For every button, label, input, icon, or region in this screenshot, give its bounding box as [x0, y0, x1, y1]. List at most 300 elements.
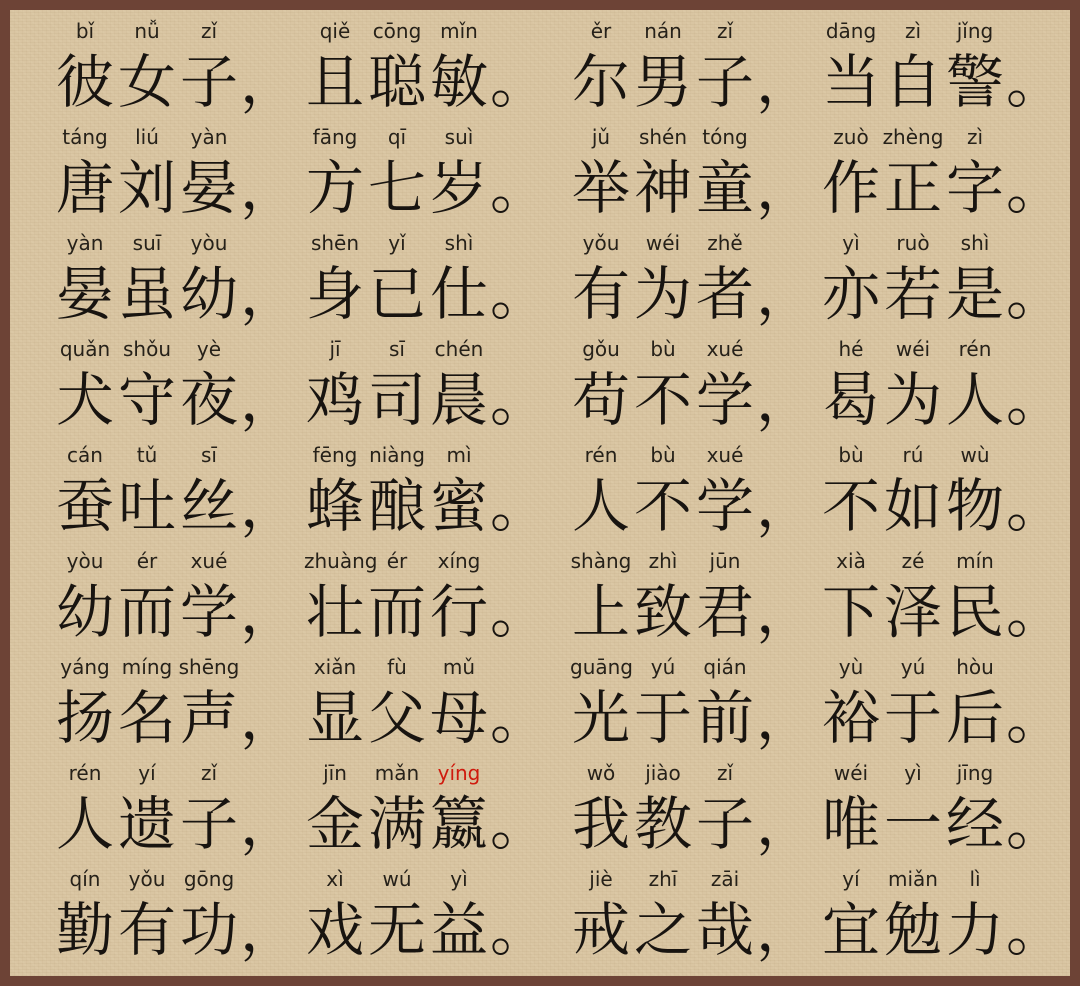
hanzi-character: 声 — [179, 684, 238, 752]
hanzi-character: 宜 — [821, 896, 880, 964]
pinyin-label: yáng — [60, 655, 110, 679]
hanzi-character: 前 — [695, 684, 754, 752]
pinyin-label: zǐ — [200, 761, 218, 785]
character-cell — [428, 654, 490, 756]
hanzi-character: 苟 — [571, 366, 630, 434]
pinyin-label: yì — [842, 231, 860, 255]
punctuation-glyph: ， — [240, 472, 299, 540]
hanzi-character: 裕 — [821, 684, 880, 752]
pinyin-label: qín — [69, 867, 101, 891]
pinyin-spacer — [490, 230, 524, 257]
pinyin-label: cán — [67, 443, 103, 467]
character-cell — [632, 760, 694, 862]
character-cell — [882, 654, 944, 756]
hanzi-character: 人 — [571, 472, 630, 540]
pinyin-label: bǐ — [75, 19, 95, 43]
comma-mark — [756, 230, 815, 332]
character-cell — [178, 230, 240, 332]
hanzi-character: 已 — [367, 260, 426, 328]
hanzi-character: 学 — [695, 366, 754, 434]
pinyin-label: suì — [444, 125, 474, 149]
character-cell — [694, 866, 756, 968]
punctuation-glyph: ， — [240, 48, 299, 116]
pinyin-spacer — [490, 124, 524, 151]
hanzi-character: 犬 — [55, 366, 114, 434]
comma-mark — [756, 336, 815, 438]
punctuation-glyph: ， — [240, 578, 299, 646]
punctuation-glyph: 。 — [1006, 790, 1065, 858]
comma-mark — [240, 760, 299, 862]
pinyin-label: fēng — [312, 443, 358, 467]
character-cell — [178, 548, 240, 650]
punctuation-glyph: 。 — [1006, 154, 1065, 222]
pinyin-label: jiè — [589, 867, 613, 891]
pinyin-label: tǔ — [136, 443, 158, 467]
punctuation-glyph: 。 — [490, 790, 549, 858]
phrase-group — [820, 18, 1065, 120]
hanzi-character: 扬 — [55, 684, 114, 752]
character-cell — [882, 336, 944, 438]
pinyin-label: gǒu — [582, 337, 620, 361]
character-cell — [820, 442, 882, 544]
character-cell — [304, 442, 366, 544]
phrase-group — [570, 760, 815, 862]
comma-mark — [756, 866, 815, 968]
punctuation-glyph: ， — [240, 260, 299, 328]
hanzi-character: 戒 — [571, 896, 630, 964]
hanzi-character: 籝 — [429, 790, 488, 858]
pinyin-label: yòu — [190, 231, 228, 255]
phrase-group — [570, 124, 815, 226]
pinyin-label: yú — [650, 655, 676, 679]
hanzi-character: 民 — [945, 578, 1004, 646]
pinyin-label: yàn — [190, 125, 228, 149]
character-cell — [570, 124, 632, 226]
punctuation-glyph: ， — [756, 260, 815, 328]
pinyin-label: wéi — [833, 761, 869, 785]
phrase-group — [304, 230, 549, 332]
punctuation-glyph: 。 — [490, 154, 549, 222]
pinyin-label: dāng — [825, 19, 877, 43]
character-cell — [882, 760, 944, 862]
character-cell — [304, 760, 366, 862]
pinyin-label: zé — [901, 549, 925, 573]
comma-mark — [756, 654, 815, 756]
pinyin-label: guāng — [570, 655, 633, 679]
character-cell — [632, 124, 694, 226]
character-cell — [428, 18, 490, 120]
pinyin-label: zì — [966, 125, 984, 149]
pinyin-label: tóng — [702, 125, 748, 149]
pinyin-label: qiě — [319, 19, 351, 43]
pinyin-label: shǒu — [122, 337, 171, 361]
character-cell — [820, 18, 882, 120]
character-cell — [694, 336, 756, 438]
pinyin-label: liú — [135, 125, 159, 149]
pinyin-label: shén — [638, 125, 688, 149]
pinyin-label: xué — [190, 549, 228, 573]
pinyin-label: míng — [121, 655, 173, 679]
character-cell — [694, 124, 756, 226]
character-cell — [116, 124, 178, 226]
pinyin-label: xiǎn — [313, 655, 357, 679]
period-mark — [490, 866, 549, 968]
character-cell — [882, 124, 944, 226]
character-cell — [116, 442, 178, 544]
phrase-group — [570, 230, 815, 332]
character-cell — [694, 442, 756, 544]
pinyin-label: sī — [201, 443, 217, 467]
character-cell — [366, 442, 428, 544]
pinyin-spacer — [1006, 336, 1040, 363]
character-cell — [694, 760, 756, 862]
punctuation-glyph: 。 — [1006, 48, 1065, 116]
character-cell — [366, 230, 428, 332]
hanzi-character: 我 — [571, 790, 630, 858]
pinyin-label: jī — [329, 337, 341, 361]
hanzi-character: 唯 — [821, 790, 880, 858]
pinyin-label: nǚ — [134, 19, 160, 43]
pinyin-label: wù — [960, 443, 990, 467]
phrase-group — [304, 548, 549, 650]
hanzi-character: 于 — [633, 684, 692, 752]
character-cell — [632, 230, 694, 332]
character-cell — [882, 548, 944, 650]
hanzi-character: 如 — [883, 472, 942, 540]
pinyin-label: hé — [838, 337, 864, 361]
hanzi-character: 晨 — [429, 366, 488, 434]
period-mark — [1006, 654, 1065, 756]
pinyin-label: lì — [969, 867, 981, 891]
phrase-group — [820, 866, 1065, 968]
pinyin-label: mǔ — [442, 655, 476, 679]
hanzi-character: 有 — [117, 896, 176, 964]
character-cell — [366, 760, 428, 862]
pinyin-spacer — [756, 866, 790, 893]
pinyin-spacer — [240, 442, 274, 469]
hanzi-character: 于 — [883, 684, 942, 752]
character-cell — [632, 654, 694, 756]
pinyin-label: yǐ — [388, 231, 406, 255]
pinyin-spacer — [756, 18, 790, 45]
comma-mark — [756, 124, 815, 226]
pinyin-spacer — [240, 336, 274, 363]
hanzi-character: 子 — [179, 790, 238, 858]
punctuation-glyph: ， — [756, 790, 815, 858]
hanzi-character: 彼 — [55, 48, 114, 116]
hanzi-character: 尔 — [571, 48, 630, 116]
hanzi-character: 且 — [305, 48, 364, 116]
character-cell — [304, 124, 366, 226]
phrase-group — [304, 124, 549, 226]
hanzi-character: 警 — [945, 48, 1004, 116]
pinyin-spacer — [1006, 442, 1040, 469]
character-cell — [944, 442, 1006, 544]
comma-mark — [240, 442, 299, 544]
phrase-group — [54, 760, 299, 862]
hanzi-character: 学 — [179, 578, 238, 646]
pinyin-spacer — [240, 124, 274, 151]
hanzi-character: 子 — [695, 48, 754, 116]
pinyin-label: ěr — [590, 19, 612, 43]
hanzi-character: 岁 — [429, 154, 488, 222]
pinyin-spacer — [756, 654, 790, 681]
pinyin-spacer — [490, 18, 524, 45]
character-cell — [178, 336, 240, 438]
period-mark — [1006, 124, 1065, 226]
hanzi-character: 显 — [305, 684, 364, 752]
pinyin-label: zǐ — [716, 761, 734, 785]
hanzi-character: 蚕 — [55, 472, 114, 540]
character-cell — [694, 548, 756, 650]
pinyin-label: rén — [584, 443, 618, 467]
character-cell — [178, 124, 240, 226]
hanzi-character: 司 — [367, 366, 426, 434]
comma-mark — [240, 336, 299, 438]
pinyin-label: jiào — [645, 761, 681, 785]
character-cell — [944, 654, 1006, 756]
character-cell — [54, 442, 116, 544]
phrase-group — [304, 442, 549, 544]
pinyin-spacer — [756, 548, 790, 575]
text-row — [54, 760, 1065, 862]
punctuation-glyph: ， — [756, 48, 815, 116]
character-cell — [428, 548, 490, 650]
comma-mark — [756, 442, 815, 544]
pinyin-spacer — [490, 548, 524, 575]
hanzi-character: 益 — [429, 896, 488, 964]
character-cell — [304, 336, 366, 438]
character-cell — [570, 230, 632, 332]
phrase-group — [570, 548, 815, 650]
character-cell — [178, 442, 240, 544]
punctuation-glyph: 。 — [490, 578, 549, 646]
hanzi-character: 戏 — [305, 896, 364, 964]
pinyin-label: yíng — [437, 761, 481, 785]
character-cell — [882, 866, 944, 968]
comma-mark — [756, 18, 815, 120]
character-cell — [304, 230, 366, 332]
period-mark — [1006, 336, 1065, 438]
character-cell — [694, 230, 756, 332]
text-row — [54, 654, 1065, 756]
pinyin-label: jǔ — [591, 125, 611, 149]
character-cell — [54, 866, 116, 968]
character-cell — [54, 18, 116, 120]
character-cell — [570, 336, 632, 438]
pinyin-spacer — [1006, 760, 1040, 787]
pinyin-label: jīng — [956, 761, 994, 785]
pinyin-label: quǎn — [59, 337, 111, 361]
character-cell — [178, 760, 240, 862]
phrase-group — [820, 654, 1065, 756]
comma-mark — [756, 760, 815, 862]
character-cell — [116, 18, 178, 120]
hanzi-character: 神 — [633, 154, 692, 222]
period-mark — [1006, 866, 1065, 968]
pinyin-label: mǐn — [440, 19, 478, 43]
pinyin-label: yòu — [66, 549, 104, 573]
pinyin-label: suī — [132, 231, 162, 255]
pinyin-spacer — [240, 230, 274, 257]
phrase-group — [304, 760, 549, 862]
pinyin-label: rú — [902, 443, 924, 467]
pinyin-spacer — [240, 548, 274, 575]
text-row — [54, 866, 1065, 968]
hanzi-character: 自 — [883, 48, 942, 116]
period-mark — [490, 336, 549, 438]
period-mark — [1006, 548, 1065, 650]
period-mark — [490, 18, 549, 120]
hanzi-character: 名 — [117, 684, 176, 752]
hanzi-character: 晏 — [179, 154, 238, 222]
character-cell — [366, 336, 428, 438]
character-cell — [428, 124, 490, 226]
hanzi-character: 母 — [429, 684, 488, 752]
punctuation-glyph: 。 — [1006, 578, 1065, 646]
character-cell — [632, 442, 694, 544]
hanzi-character: 虽 — [117, 260, 176, 328]
pinyin-label: zhě — [707, 231, 743, 255]
hanzi-character: 上 — [571, 578, 630, 646]
hanzi-character: 者 — [695, 260, 754, 328]
punctuation-glyph: ， — [240, 684, 299, 752]
hanzi-character: 幼 — [55, 578, 114, 646]
character-cell — [944, 548, 1006, 650]
character-cell — [116, 654, 178, 756]
character-cell — [820, 230, 882, 332]
character-cell — [366, 654, 428, 756]
character-cell — [570, 548, 632, 650]
text-row — [54, 230, 1065, 332]
hanzi-character: 身 — [305, 260, 364, 328]
pinyin-label: shì — [960, 231, 990, 255]
character-cell — [570, 866, 632, 968]
punctuation-glyph: 。 — [490, 896, 549, 964]
pinyin-label: bù — [650, 443, 676, 467]
comma-mark — [240, 866, 299, 968]
hanzi-character: 无 — [367, 896, 426, 964]
pinyin-spacer — [490, 442, 524, 469]
pinyin-label: shàng — [570, 549, 632, 573]
hanzi-character: 男 — [633, 48, 692, 116]
character-cell — [116, 760, 178, 862]
pinyin-spacer — [756, 230, 790, 257]
pinyin-label: yè — [196, 337, 222, 361]
character-cell — [54, 654, 116, 756]
punctuation-glyph: 。 — [490, 48, 549, 116]
hanzi-character: 后 — [945, 684, 1004, 752]
hanzi-character: 子 — [695, 790, 754, 858]
hanzi-character: 经 — [945, 790, 1004, 858]
character-cell — [54, 548, 116, 650]
period-mark — [490, 654, 549, 756]
pinyin-label: miǎn — [888, 867, 938, 891]
hanzi-character: 敏 — [429, 48, 488, 116]
period-mark — [490, 230, 549, 332]
hanzi-character: 力 — [945, 896, 1004, 964]
punctuation-glyph: ， — [240, 366, 299, 434]
phrase-group — [820, 760, 1065, 862]
hanzi-character: 为 — [633, 260, 692, 328]
pinyin-label: zhuàng — [304, 549, 378, 573]
phrase-group — [570, 18, 815, 120]
character-cell — [116, 230, 178, 332]
comma-mark — [240, 654, 299, 756]
pinyin-label: xué — [706, 443, 744, 467]
punctuation-glyph: 。 — [490, 260, 549, 328]
punctuation-glyph: 。 — [490, 472, 549, 540]
punctuation-glyph: ， — [756, 472, 815, 540]
pinyin-spacer — [1006, 866, 1040, 893]
hanzi-character: 君 — [695, 578, 754, 646]
phrase-group — [304, 18, 549, 120]
pinyin-label: zuò — [833, 125, 869, 149]
character-cell — [694, 654, 756, 756]
pinyin-spacer — [1006, 230, 1040, 257]
character-cell — [570, 654, 632, 756]
pinyin-label: shēng — [178, 655, 240, 679]
hanzi-character: 当 — [821, 48, 880, 116]
character-cell — [820, 336, 882, 438]
character-cell — [632, 548, 694, 650]
pinyin-label: zhèng — [882, 125, 944, 149]
pinyin-label: wǒ — [586, 761, 616, 785]
pinyin-label: zhì — [648, 549, 678, 573]
character-cell — [54, 230, 116, 332]
character-cell — [428, 760, 490, 862]
character-cell — [178, 866, 240, 968]
pinyin-label: yù — [838, 655, 864, 679]
phrase-group — [54, 442, 299, 544]
pinyin-label: fāng — [312, 125, 358, 149]
character-cell — [54, 124, 116, 226]
character-cell — [632, 866, 694, 968]
hanzi-character: 一 — [883, 790, 942, 858]
pinyin-label: bù — [838, 443, 864, 467]
hanzi-character: 蜂 — [305, 472, 364, 540]
character-cell — [116, 866, 178, 968]
phrase-group — [570, 654, 815, 756]
hanzi-character: 刘 — [117, 154, 176, 222]
pinyin-label: yàn — [66, 231, 104, 255]
pinyin-label: táng — [62, 125, 108, 149]
hanzi-character: 吐 — [117, 472, 176, 540]
pinyin-label: mín — [956, 549, 994, 573]
text-row — [54, 442, 1065, 544]
character-cell — [570, 18, 632, 120]
pinyin-label: cōng — [372, 19, 422, 43]
character-cell — [178, 654, 240, 756]
comma-mark — [756, 548, 815, 650]
character-cell — [54, 760, 116, 862]
hanzi-character: 壮 — [305, 578, 364, 646]
period-mark — [490, 442, 549, 544]
phrase-group — [820, 124, 1065, 226]
hanzi-character: 不 — [821, 472, 880, 540]
hanzi-character: 幼 — [179, 260, 238, 328]
pinyin-label: ér — [136, 549, 158, 573]
punctuation-glyph: 。 — [1006, 684, 1065, 752]
pinyin-spacer — [756, 760, 790, 787]
character-cell — [428, 442, 490, 544]
hanzi-character: 而 — [117, 578, 176, 646]
pinyin-label: jūn — [709, 549, 741, 573]
pinyin-label: xì — [326, 867, 344, 891]
character-cell — [304, 548, 378, 650]
comma-mark — [240, 230, 299, 332]
hanzi-character: 人 — [945, 366, 1004, 434]
